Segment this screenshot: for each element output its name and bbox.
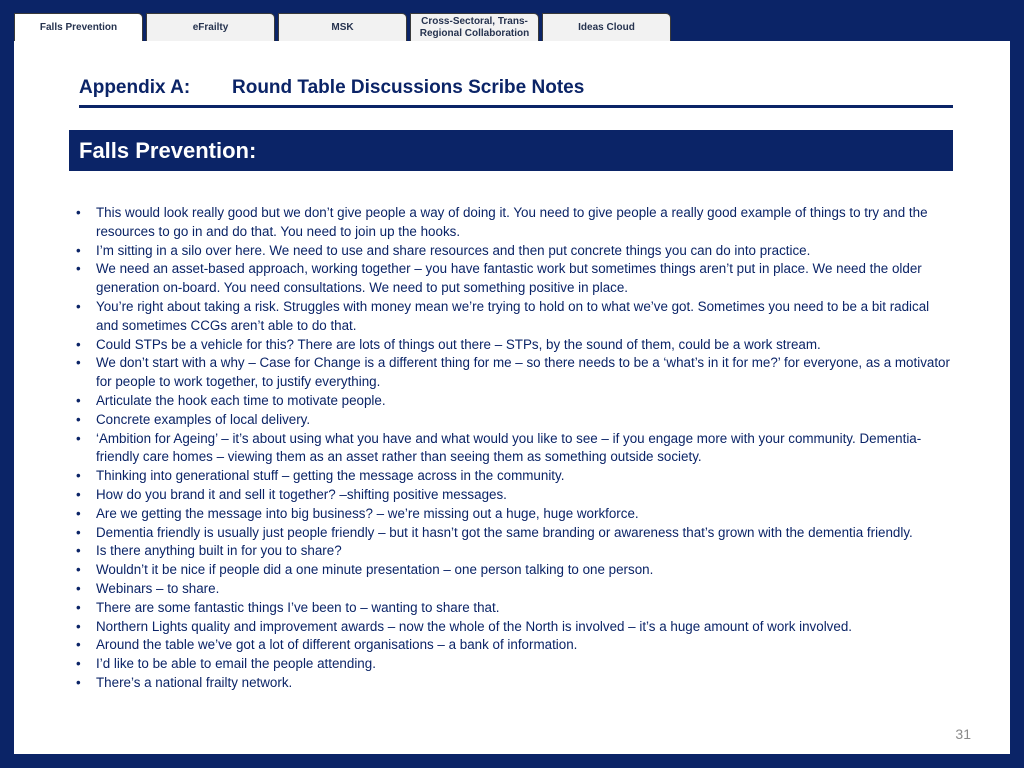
tab-bar xyxy=(14,13,674,42)
list-item: • ‘Ambition for Ageing’ – it’s about using what you have and what would you like to see – if you engage more with your community. Dementia-friendly care homes – viewing them as an asset rather than seeing them as something outside society. xyxy=(74,430,954,468)
page-title: Round Table Discussions Scribe Notes xyxy=(232,77,585,98)
list-item: • Thinking into generational stuff – getting the message across in the community. xyxy=(74,467,954,486)
slide-page xyxy=(14,41,1010,754)
list-item: • I’d like to be able to email the people attending. xyxy=(74,655,954,674)
page-number: 31 xyxy=(955,726,971,742)
tab-msk[interactable]: MSK xyxy=(278,13,407,41)
list-item: • Could STPs be a vehicle for this? There are lots of things out there – STPs, by the sound of them, could be a work stream. xyxy=(74,336,954,355)
list-item: • Are we getting the message into big business? – we’re missing out a huge, huge workforce. xyxy=(74,505,954,524)
list-item: • Around the table we’ve got a lot of different organisations – a bank of information. xyxy=(74,636,954,655)
list-item: • Is there anything built in for you to share? xyxy=(74,542,954,561)
list-item: • Webinars – to share. xyxy=(74,580,954,599)
list-item: • We don’t start with a why – Case for Change is a different thing for me – so there needs to be a ‘what’s in it for me?’ for everyone, as a motivator for people to work together, to justify everything. xyxy=(74,354,954,392)
tab-efrailty[interactable]: eFrailty xyxy=(146,13,275,41)
tab-cross-sectoral-collaboration[interactable]: Cross-Sectoral, Trans-Regional Collaboration xyxy=(410,13,539,41)
tab-falls-prevention[interactable]: Falls Prevention xyxy=(14,13,143,42)
page-heading xyxy=(79,77,953,108)
list-item: • Dementia friendly is usually just people friendly – but it hasn’t got the same branding or awareness that’s grown with the dementia friendly. xyxy=(74,524,954,543)
list-item: • This would look really good but we don’t give people a way of doing it. You need to give people a really good example of things to try and the resources to go in and do that. You need to join up the hooks. xyxy=(74,204,954,242)
list-item: • Wouldn’t it be nice if people did a one minute presentation – one person talking to one person. xyxy=(74,561,954,580)
list-item: • There’s a national frailty network. xyxy=(74,674,954,693)
list-item: • There are some fantastic things I’ve been to – wanting to share that. xyxy=(74,599,954,618)
scribe-notes-list xyxy=(74,204,954,693)
list-item: • Articulate the hook each time to motivate people. xyxy=(74,392,954,411)
list-item: • I’m sitting in a silo over here. We need to use and share resources and then put concrete things you can do into practice. xyxy=(74,242,954,261)
appendix-label: Appendix A: xyxy=(79,77,191,98)
list-item: • We need an asset-based approach, working together – you have fantastic work but sometimes things aren’t put in place. We need the older generation on-board. You need consultations. We need to put something positive in place. xyxy=(74,260,954,298)
tab-ideas-cloud[interactable]: Ideas Cloud xyxy=(542,13,671,41)
list-item: • You’re right about taking a risk. Struggles with money mean we’re trying to hold on to what we’ve got. Sometimes you need to be a bit radical and sometimes CCGs aren’t able to do that. xyxy=(74,298,954,336)
list-item: • Concrete examples of local delivery. xyxy=(74,411,954,430)
list-item: • Northern Lights quality and improvement awards – now the whole of the North is involved – it’s a huge amount of work involved. xyxy=(74,618,954,637)
list-item: • How do you brand it and sell it together? –shifting positive messages. xyxy=(74,486,954,505)
section-banner: Falls Prevention: xyxy=(69,130,953,171)
